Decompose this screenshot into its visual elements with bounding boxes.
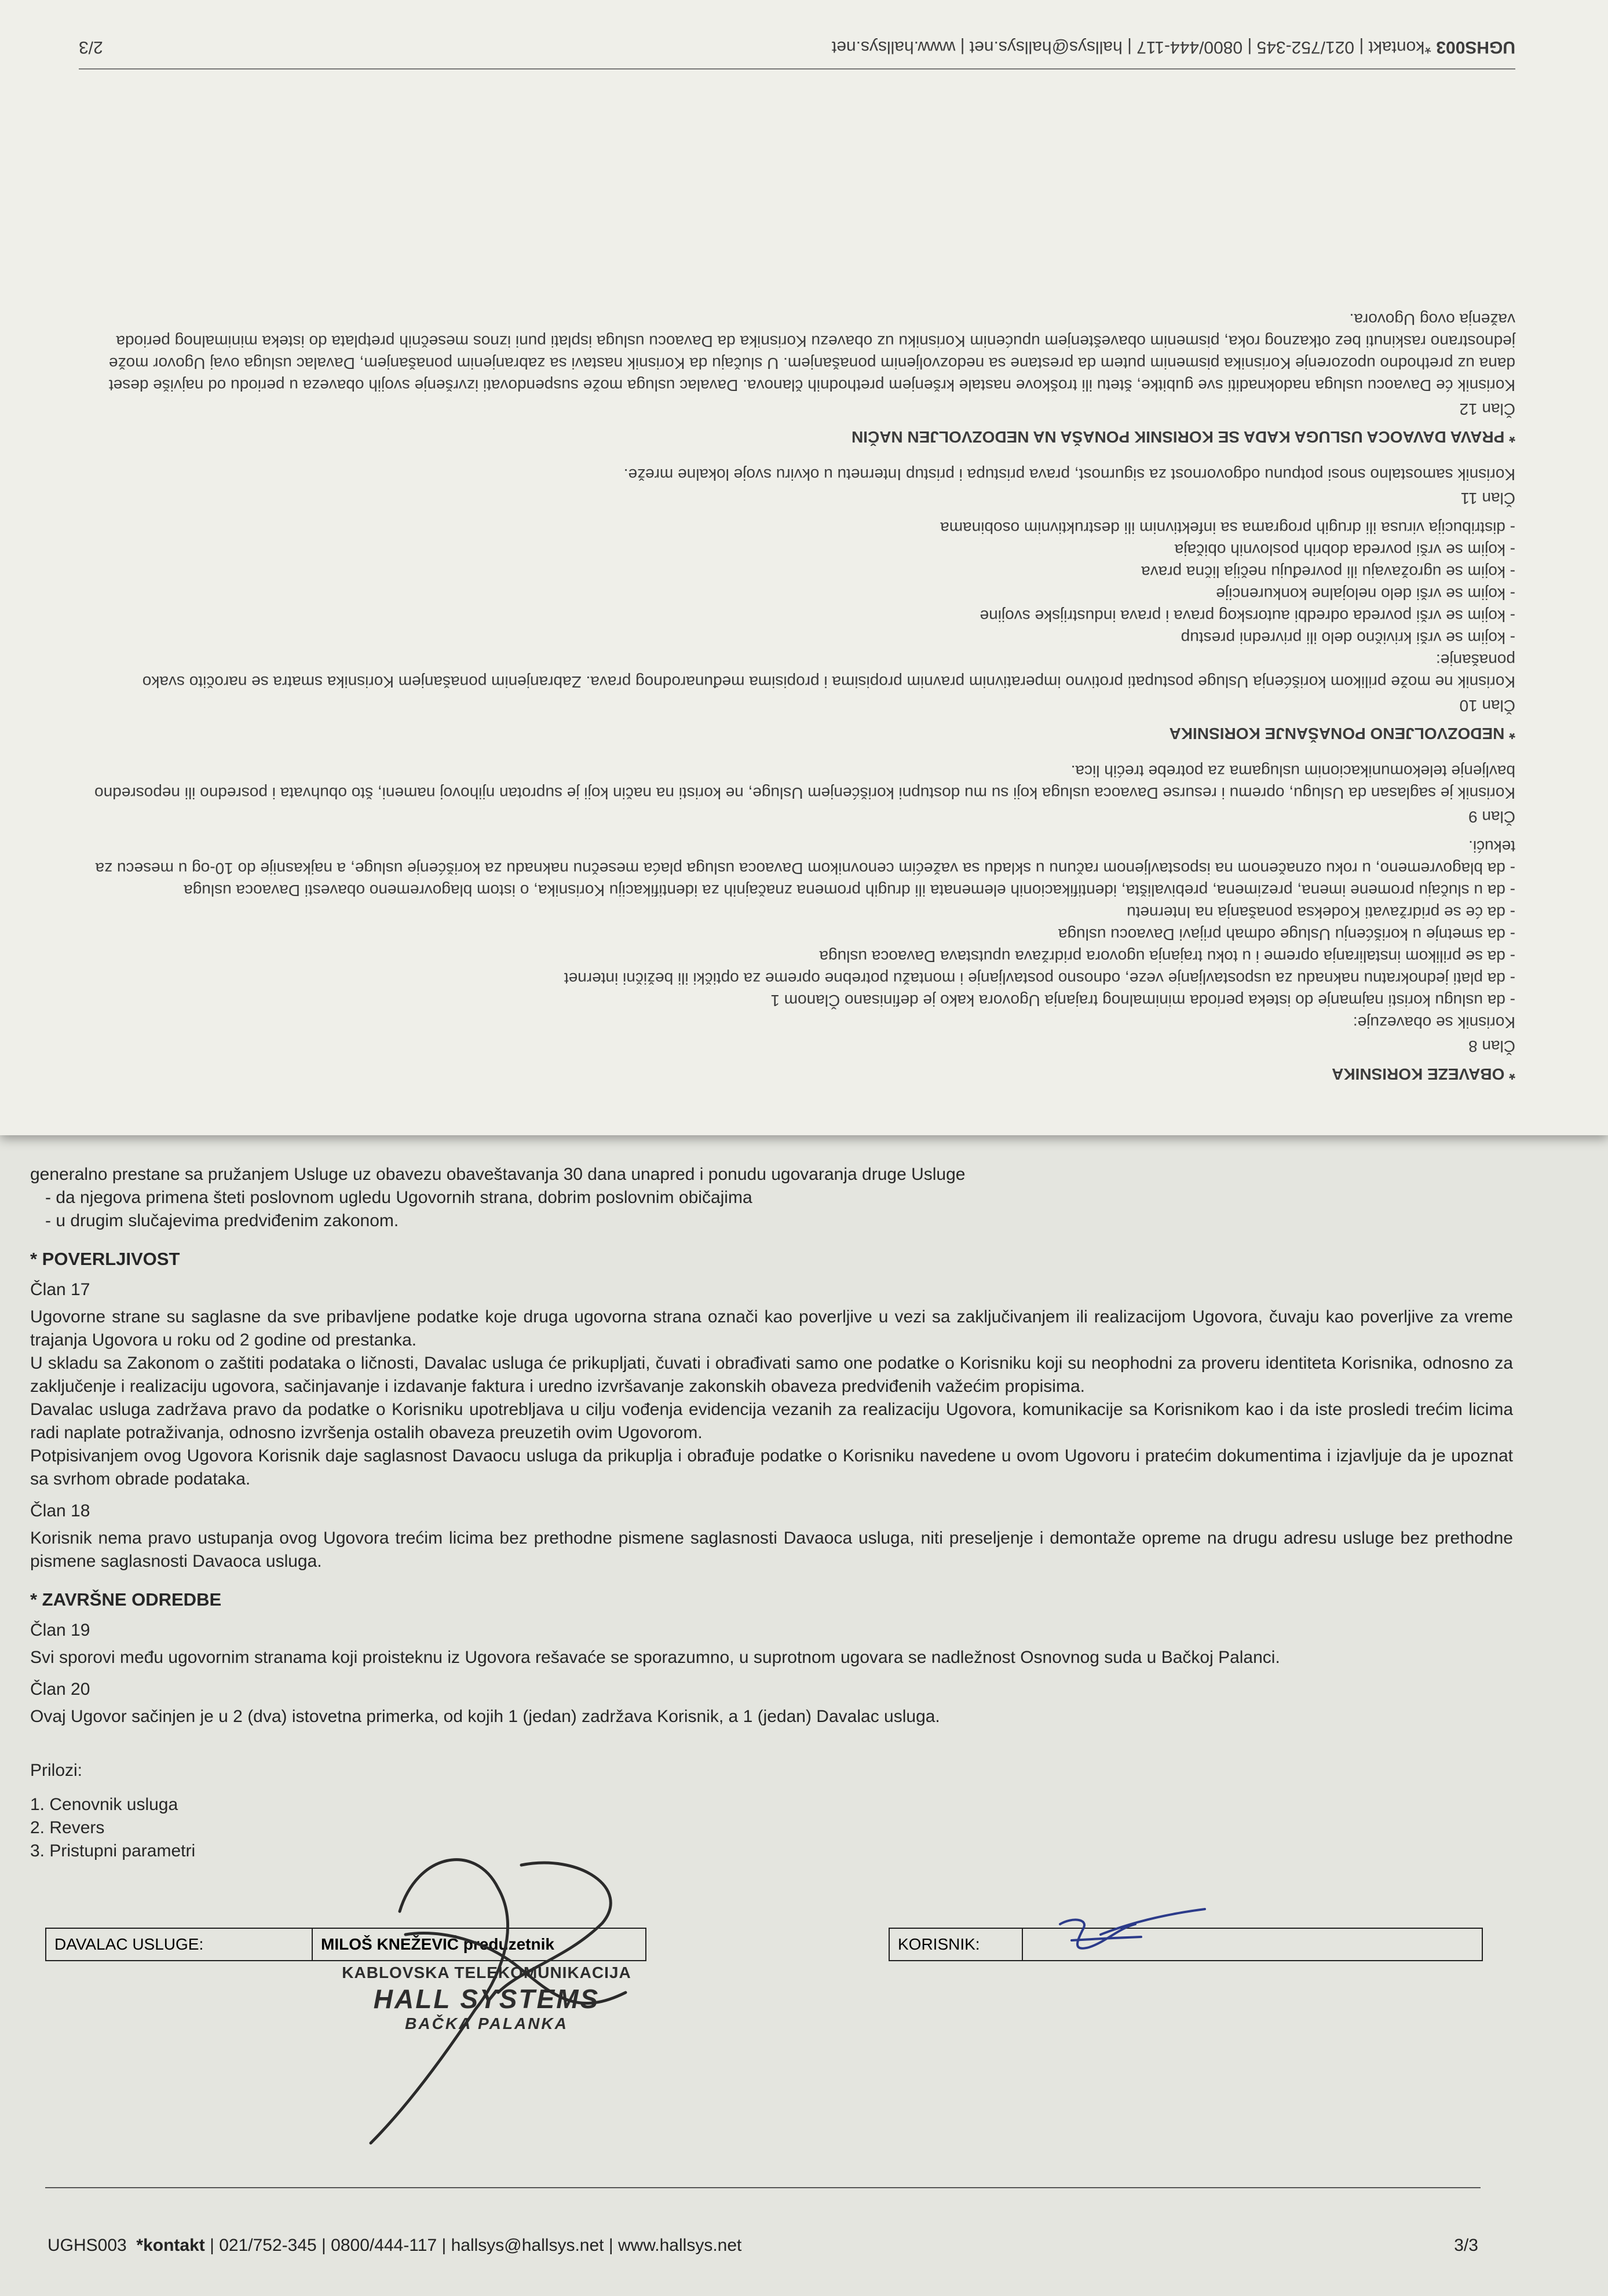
article-18-label: Član 18 [30, 1501, 90, 1520]
provider-name: MILOŠ KNEŽEVIĆ preduzetnik [312, 1929, 645, 1960]
obligation-item: - da uslugu koristi najmanje do isteka perioda minimalnog trajanja Ugovora kako je definisano Članom 1 [770, 992, 1515, 1010]
stamp-line-1: KABLOVSKA TELEKOMUNIKACIJA [342, 1964, 631, 1981]
flipped-footer-code: UGHS003 [1436, 38, 1515, 57]
obligations-intro: Korisnik se obavezuje: [1353, 1014, 1515, 1032]
final-provisions-heading: * ZAVRŠNE ODREDBE [30, 1589, 222, 1610]
misuse-item: - distribucija virusa ili drugih programa sa infektivnim ili destruktivnim osobinama [940, 519, 1515, 537]
user-label: KORISNIK: [898, 1935, 980, 1953]
stamp-line-3: BAČKA PALANKA [405, 2015, 568, 2032]
article-20-label: Član 20 [30, 1680, 90, 1699]
article-19-label: Član 19 [30, 1621, 90, 1640]
obligation-item: - da smetnje u korišćenju Usluge odmah prijavi Davaocu usluga [1058, 926, 1515, 944]
flipped-footer-contact-text: *kontakt | 021/752-345 | 0800/444-117 | hallsys@hallsys.net | www.hallsys.net [831, 38, 1431, 57]
confidentiality-heading: * POVERLJIVOST [30, 1249, 180, 1269]
obligation-item: - da blagovremeno, u roku označenom na ispostavljenom računu u skladu sa važećim cenovnikom Davaoca usluga plaća mesečnu naknadu za korišćenje usluge, a najkasnije do 10-og u mesecu za tekući. [95, 838, 1515, 878]
article-9-label: Član 9 [1468, 808, 1515, 826]
article-17-paragraph: Potpisivanjem ovog Ugovora Korisnik daje saglasnost Davaocu usluga da prikuplja i obrađuje podatke o Korisniku navedene u ovom Ugovoru i pratećim dokumentima i izjavljuje da je upoznat sa svrhom obrade podataka. [30, 1446, 1513, 1489]
footer-page-number: 3/3 [1454, 2236, 1478, 2255]
article-10-label: Član 10 [1459, 697, 1515, 715]
footer-divider [45, 2187, 1481, 2188]
article-12-label: Član 12 [1459, 400, 1515, 418]
article-11-text: Korisnik samostalno snosi potpunu odgovornost za sigurnost, prava pristupa i pristup Internetu u okviru svoje lokalne mreže. [623, 466, 1515, 484]
article-8-label: Član 8 [1468, 1037, 1515, 1055]
article-18-text: Korisnik nema pravo ustupanja ovog Ugovora trećim licima bez prethodne pismene saglasnosti Davaoca usluga, niti preseljenje i demontaže opreme na drugu adresu usluge bez prethodne pismene saglasnosti Davaoca usluga. [30, 1529, 1513, 1571]
list-item: - u drugim slučajevima predviđenim zakonom. [45, 1211, 399, 1230]
obligations-heading: * OBAVEZE KORISNIKA [1332, 1065, 1515, 1083]
article-11-label: Član 11 [1460, 489, 1515, 507]
page-footer [47, 2236, 1478, 2255]
misuse-item: - kojim se vrši delo nelojalne konkurencije [1216, 585, 1515, 603]
obligation-item: - da plati jednokratnu naknadu za uspostavljanje veze, odnosno postavljanje i montažu potrebne opreme za optički ili bežični internet [564, 970, 1515, 988]
article-10-text: Korisnik ne može prilikom korišćenja Usluge postupati protivno imperativnim pravnim propisima i propisima međunarodnog prava. Zabranjenim ponašanjem Korisnika smatra se naročito svako ponašanje: [142, 651, 1515, 691]
footer-kontakt-label: *kontakt [136, 2236, 205, 2255]
misuse-item: - kojim se ugrožavaju ili povređuju nečija lična prava [1141, 563, 1515, 581]
rights-heading: * PRAVA DAVAOCA USLUGA KADA SE KORISNIK PONAŠA NA NEDOZVOLJEN NAČIN [851, 428, 1515, 446]
article-17-label: Član 17 [30, 1280, 90, 1299]
attachments-title: Prilozi: [30, 1761, 83, 1780]
footer-code: UGHS003 [47, 2236, 127, 2255]
article-17-paragraph: Davalac usluga zadržava pravo da podatke o Korisniku upotrebljava u cilju vođenja evidencija vezanih za realizaciju Ugovora, komunikacije sa Korisnikom kao i da iste prosledi trećim licima radi naplate potraživanja, odnosno izvršenja ostalih obaveza preuzetih ovim Ugovorom. [30, 1400, 1513, 1442]
footer-contact [47, 2236, 741, 2255]
provider-signature-drawing [371, 1860, 626, 2143]
article-9-text: Korisnik je saglasan da Uslugu, opremu i resurse Davaoca usluga koji su mu dostupni korišćenjem Usluge, ne koristi na način koji je suprotan njihovoj nameni, što obuhvata i posredno ili neposredno bavljenje telekomunikacionim uslugama za potrebe trećih lica. [94, 762, 1515, 802]
continued-text: generalno prestane sa pružanjem Usluge uz obavezu obaveštavanja 30 dana unapred i ponudu ugovaranja druge Usluge [30, 1165, 966, 1184]
flipped-footer-page-number: 2/3 [79, 38, 103, 57]
obligation-item: - da u slučaju promene imena, prezimena, prebivališta, identifikacionih elemenata ili drugih promena značajnih za identifikaciju Korisnika, o istom blagovremeno obavesti Davaoca usluga [184, 882, 1515, 900]
misuse-item: - kojim se vrši povreda dobrih poslovnih običaja [1174, 541, 1515, 559]
article-17-paragraph: U skladu sa Zakonom o zaštiti podataka o ličnosti, Davalac usluga će prikupljati, čuvati i obrađivati samo one podatke o Korisniku koji su neophodni za proveru identiteta Korisnika, odnosno za zaključenje i realizaciju ugovora, sačinjavanje i izdavanje faktura i uredno izvršavanje zakonskih obaveza predviđenih važećim propisima. [30, 1354, 1513, 1396]
article-17-paragraph: Ugovorne strane su saglasne da sve pribavljene podatke koje druga ugovorna strana označi kao poverljive u vezi sa zaključivanjem ili realizacijom Ugovora, čuvaju kao poverljive za vreme trajanja Ugovora u roku od 2 godine od prestanka. [30, 1307, 1513, 1350]
attachment-item: 2. Revers [30, 1818, 105, 1837]
obligation-item: - da se prilikom instaliranja opreme i u toku trajanja ugovora pridržava uputstava Davaoca usluga [819, 948, 1515, 966]
list-item: - da njegova primena šteti poslovnom ugledu Ugovornih strana, dobrim poslovnim običajima [45, 1188, 752, 1207]
obligation-item: - da će se pridržavati Kodeksa ponašanja na Internetu [1127, 904, 1515, 922]
stamp-line-2: HALL SYSTEMS [373, 1984, 600, 2014]
provider-label: DAVALAC USLUGE: [54, 1935, 204, 1953]
article-19-text: Svi sporovi među ugovornim stranama koji proisteknu iz Ugovora rešavaće se sporazumno, u suprotnom ugovara se nadležnost Osnovnog suda u Bačkoj Palanci. [30, 1648, 1280, 1667]
user-signature-drawing [1060, 1909, 1205, 1948]
article-12-text: Korisnik će Davaocu usluga nadoknaditi sve gubitke, štetu ili troškove nastale kršenjem prethodnih članova. Davalac usluga može suspendovati izvršenje svojih obaveza u periodu od najviše deset dana uz prethodno upozorenje Korisnika pismenim putem da prestane sa nedozvoljenim ponašanjem. U slučaju da Korisnik nastavi sa zabranjenim ponašanjem, Davalac usluga ovaj Ugovor može jednostrano raskinuti bez otkaznog roka, pismenim obaveštenjem upućenim Korisniku uz obavezu Korisnika da Davaocu usluga isplati puni iznos mesečnih pretplata do isteka minimalnog perioda važenja ovog Ugovora. [108, 310, 1515, 394]
article-20-text: Ovaj Ugovor sačinjen je u 2 (dva) istovetna primerka, od kojih 1 (jedan) zadržava Korisnik, a 1 (jedan) Davalac usluga. [30, 1707, 940, 1726]
misuse-item: - kojim se vrši krivično delo ili privredni prestup [1181, 629, 1515, 647]
attachment-item: 3. Pristupni parametri [30, 1841, 196, 1860]
footer-contact-text: | 021/752-345 | 0800/444-117 | hallsys@hallsys.net | www.hallsys.net [210, 2236, 742, 2255]
misuse-item: - kojim se vrši povreda odredbi autorskog prava i prava industrijske svojine [980, 607, 1515, 625]
attachment-item: 1. Cenovnik usluga [30, 1795, 178, 1814]
misuse-heading: * NEDOZVOLJENO PONAŠANJE KORISNIKA [1169, 725, 1515, 743]
